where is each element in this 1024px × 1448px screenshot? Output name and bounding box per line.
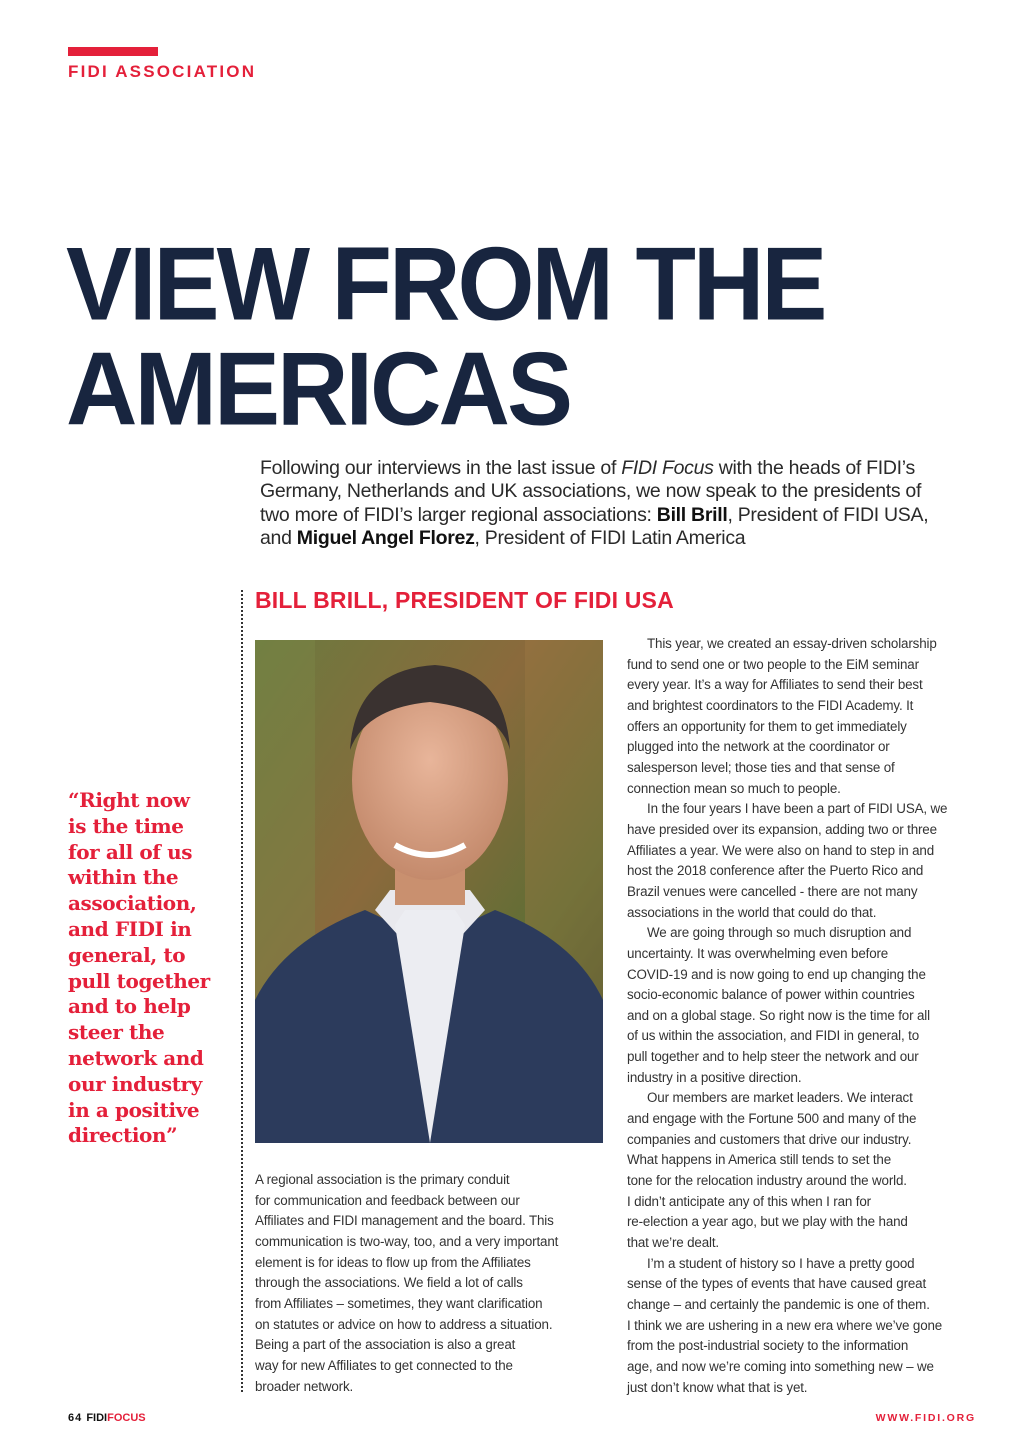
intro-text: and	[260, 526, 297, 549]
dotted-divider	[241, 590, 243, 1392]
pull-quote-line: steer the	[68, 1020, 165, 1045]
brand-logo-focus: FOCUS	[107, 1412, 146, 1424]
paragraph-line: salesperson level; those ties and that sense of	[627, 759, 895, 775]
page-title	[66, 224, 825, 447]
paragraph-line: industry in a positive direction.	[627, 1069, 802, 1085]
paragraph-line: offers an opportunity for them to get immediately	[627, 718, 907, 734]
paragraph-line: I think we are ushering in a new era where we’ve gone	[627, 1317, 943, 1333]
pull-quote-line: and FIDI in	[68, 916, 192, 941]
footer-left	[68, 1412, 146, 1424]
paragraph-line: A regional association is the primary conduit	[255, 1172, 510, 1187]
paragraph-line: Our members are market leaders. We interact	[647, 1090, 913, 1106]
paragraph-line: way for new Affiliates to get connected to the	[255, 1357, 513, 1373]
pull-quote-line: our industry	[68, 1071, 202, 1096]
intro-text: with the heads of FIDI’s	[713, 457, 915, 479]
pull-quote-line: network and	[68, 1045, 204, 1070]
paragraph-line: of us within the association, and FIDI in general, to	[627, 1028, 920, 1044]
paragraph-line: re-election a year ago, but we play with the hand	[627, 1214, 908, 1230]
paragraph-line: Affiliates a year. We were also on hand to step in and	[627, 842, 935, 858]
paragraph-line: Being a part of the association is also a great	[255, 1337, 516, 1353]
paragraph-line: from the post-industrial society to the information	[627, 1338, 909, 1354]
intro-text: Germany, Netherlands and UK associations, we now speak to the presidents of	[260, 480, 922, 503]
paragraph-line: on statutes or advice on how to address a situation.	[255, 1316, 553, 1332]
paragraph-line: from Affiliates – sometimes, they want clarification	[255, 1295, 543, 1311]
intro-text: Following our interviews in the last issue of	[260, 457, 622, 479]
publication-name: FIDI Focus	[621, 457, 714, 479]
pull-quote-line: pull together	[68, 968, 210, 993]
paragraph-line: element is for ideas to flow up from the Affiliates	[255, 1254, 531, 1270]
paragraph-line: host the 2018 conference after the Puerto Rico and	[627, 863, 924, 879]
section-label: FIDI ASSOCIATION	[68, 62, 257, 81]
pull-quote-line: within the	[68, 865, 179, 890]
paragraph-line: What happens in America still tends to set the	[627, 1152, 892, 1168]
paragraph-line: pull together and to help steer the network and our	[627, 1049, 919, 1065]
paragraph-line: and engage with the Fortune 500 and many of the	[627, 1111, 917, 1127]
pull-quote	[68, 788, 210, 1149]
intro-text: , President of FIDI Latin America	[474, 526, 746, 549]
body-column-left	[255, 1170, 558, 1397]
page-number: 64	[68, 1412, 83, 1424]
website-link[interactable]: WWW.FIDI.ORG	[875, 1412, 976, 1424]
paragraph-line: I didn’t anticipate any of this when I ran for	[627, 1193, 871, 1209]
paragraph-line: have presided over its expansion, adding two or three	[627, 821, 937, 837]
paragraph-line: connection mean so much to people.	[627, 780, 841, 796]
paragraph-line: Brazil venues were cancelled - there are not many	[627, 883, 918, 899]
paragraph-line: sense of the types of events that have caused great	[627, 1276, 927, 1292]
portrait-photo	[255, 640, 603, 1143]
pull-quote-line: is the time	[68, 813, 184, 838]
paragraph-line: In the four years I have been a part of FIDI USA, we	[647, 801, 948, 817]
paragraph-line: change – and certainly the pandemic is one of them.	[627, 1297, 930, 1312]
paragraph-line: socio-economic balance of power within countries	[627, 987, 915, 1003]
pull-quote-line: general, to	[68, 942, 186, 967]
pull-quote-line: and to help	[68, 994, 191, 1019]
intro-text: , President of FIDI USA,	[727, 503, 929, 526]
page-title-line: VIEW FROM THE	[66, 224, 825, 342]
paragraph-line: and on a global stage. So right now is the time for all	[627, 1007, 930, 1023]
paragraph-line: uncertainty. It was overwhelming even before	[627, 945, 889, 961]
paragraph-line: This year, we created an essay-driven scholarship	[647, 636, 937, 651]
pull-quote-line: direction”	[68, 1123, 178, 1148]
paragraph-line: COVID-19 and is now going to end up changing the	[627, 966, 926, 982]
paragraph-line: and brightest coordinators to the FIDI Academy. It	[627, 697, 914, 713]
paragraph-line: age, and now we’re coming into something new – we	[627, 1358, 934, 1374]
paragraph-line: just don’t know what that is yet.	[627, 1379, 808, 1395]
intro-text: two more of FIDI’s larger regional associations:	[260, 503, 657, 526]
paragraph-line: Affiliates and FIDI management and the board. This	[255, 1213, 554, 1229]
pull-quote-line: association,	[68, 891, 197, 916]
paragraph-line: broader network.	[255, 1378, 354, 1394]
section-accent-bar	[68, 47, 158, 56]
paragraph-line: plugged into the network at the coordinator or	[627, 739, 890, 755]
interview-heading: BILL BRILL, PRESIDENT OF FIDI USA	[255, 587, 674, 613]
pull-quote-line: “Right now	[68, 788, 190, 812]
paragraph-line: fund to send one or two people to the EiM seminar	[627, 656, 919, 672]
body-column-right	[627, 634, 947, 1398]
paragraph-line: associations in the world that could do that.	[627, 904, 877, 920]
paragraph-line: every year. It’s a way for Affiliates to send their best	[627, 677, 923, 693]
pull-quote-line: for all of us	[68, 839, 193, 864]
paragraph-line: through the associations. We field a lot of calls	[255, 1275, 523, 1291]
paragraph-line: communication is two-way, too, and a very important	[255, 1233, 559, 1249]
person-name: Miguel Angel Florez	[296, 526, 475, 549]
paragraph-line: for communication and feedback between our	[255, 1192, 520, 1208]
paragraph-line: I’m a student of history so I have a pretty good	[647, 1255, 915, 1271]
pull-quote-line: in a positive	[68, 1097, 200, 1122]
intro-standfirst	[260, 457, 960, 550]
person-name: Bill Brill	[656, 503, 728, 526]
paragraph-line: companies and customers that drive our industry.	[627, 1131, 912, 1147]
brand-logo-fidi: FIDI	[86, 1412, 108, 1424]
page-title-line: AMERICAS	[66, 329, 571, 447]
paragraph-line: tone for the relocation industry around the world.	[627, 1173, 907, 1189]
paragraph-line: that we’re dealt.	[627, 1235, 719, 1251]
paragraph-line: We are going through so much disruption and	[647, 925, 912, 941]
